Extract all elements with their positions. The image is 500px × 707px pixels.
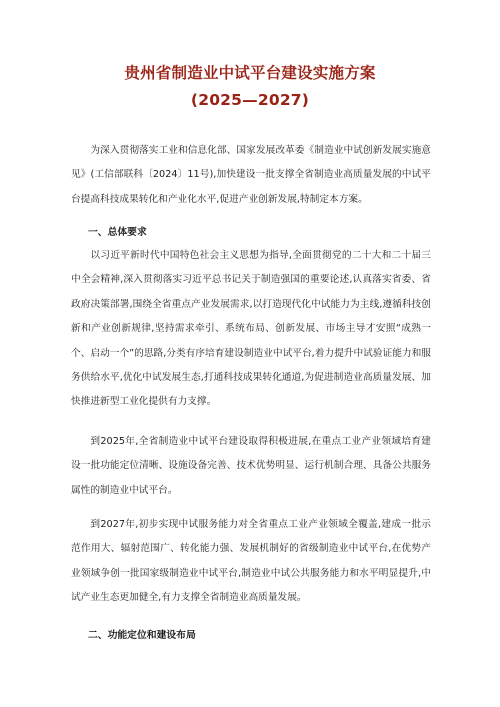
document-title-period: (2025—2027) [190,91,310,109]
intro-paragraph: 为深入贯彻落实工业和信息化部、国家发展改革委《制造业中试创新发展实施意见》(工信部联科〔2024〕11号),加快建设一批支撑全省制造业高质量发展的中试平台提高科技成果转化和产业化水平,促进产业创新发展,特制定本方案。 [71,145,431,205]
guiding-principles-paragraph: 以习近平新时代中国特色社会主义思想为指导,全面贯彻党的二十大和二十届三中全会精神,深入贯彻落实习近平总书记关于制造强国的重要论述,认真落实省委、省政府决策部署,围绕全省重点产业发展需求,以打造现代化中试能力为主线,遵循科技创新和产业创新规律,坚持需求牵引、系统布局、创新发展、市场主导才安照“成熟一个、启动一个”的思路,分类有序培育建设制造业中试平台,着力提升中试验证能力和服务供给水平,优化中试发展生态,打通科技成果转化通道,为促进制造业高质量发展、加快推进新型工业化提供有力支撑。 [71,250,431,408]
section-heading-function-layout: 二、功能定位和建设布局 [88,630,196,641]
goal-2025-paragraph: 到2025年,全省制造业中试平台建设取得积极进展,在重点工业产业领域培育建设一批功能定位清晰、设施设备完善、技术优势明显、运行机制合理、具备公共服务属性的制造业中试平台。 [71,436,431,496]
section-heading-overall-requirements: 一、总体要求 [88,227,147,238]
document-title: 贵州省制造业中试平台建设实施方案 [124,64,376,82]
goal-2027-paragraph: 到2027年,初步实现中试服务能力对全省重点工业产业领域全覆盖,建成一批示范作用大、辐射范围广、转化能力强、发展机制好的省级制造业中试平台,在优势产业领域争创一批国家级制造业中试平台,制造业中试公共服务能力和水平明显提升,中试产业生态更加健全,有力支撑全省制造业高质量发展。 [71,519,431,604]
